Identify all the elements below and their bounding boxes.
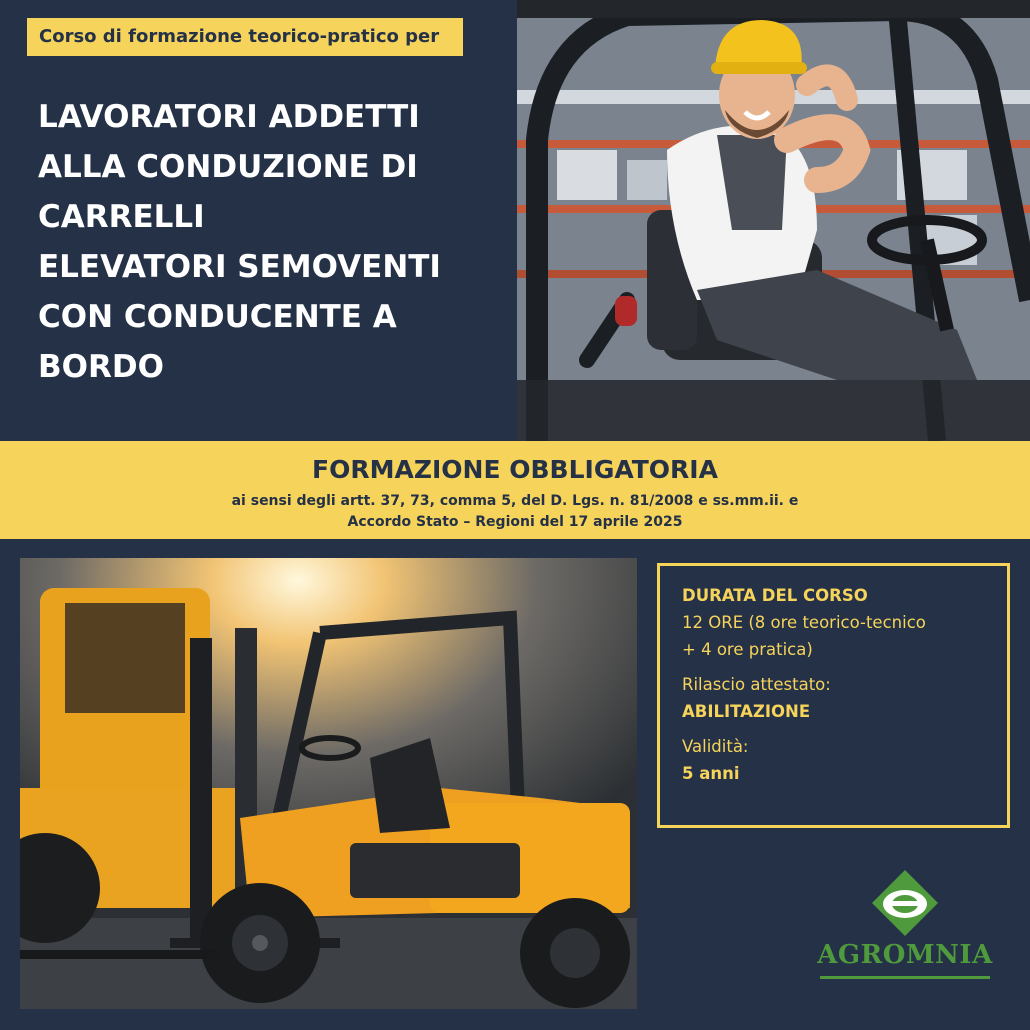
title-line: LAVORATORI ADDETTI: [38, 99, 420, 135]
logo-wordmark: AGROMNIA: [817, 940, 993, 970]
title-line: ALLA CONDUZIONE DI: [38, 149, 418, 185]
legal-reference: [0, 491, 1030, 533]
title-line: CARRELLI: [38, 199, 205, 235]
forklift-illustration: [20, 558, 637, 1009]
agromnia-logo: [816, 868, 994, 988]
title-line: CON CONDUCENTE A: [38, 299, 397, 335]
title-line: BORDO: [38, 349, 164, 385]
worker-illustration: [517, 0, 1030, 441]
course-title: [38, 92, 498, 392]
certificate-label: Rilascio attestato:: [682, 675, 831, 694]
legal-reference-line: ai sensi degli artt. 37, 73, comma 5, del D. Lgs. n. 81/2008 e ss.mm.ii. e: [231, 493, 799, 509]
legal-reference-line: Accordo Stato – Regioni del 17 aprile 2025: [347, 514, 683, 530]
validity-label: Validità:: [682, 737, 749, 756]
certificate-value: ABILITAZIONE: [682, 702, 811, 721]
band-title: FORMAZIONE OBBLIGATORIA: [312, 455, 718, 484]
title-line: ELEVATORI SEMOVENTI: [38, 249, 441, 285]
mandatory-training-band: [0, 441, 1030, 539]
logo-emblem-icon: [816, 868, 994, 940]
duration-label: DURATA DEL CORSO: [682, 586, 868, 605]
validity-value: 5 anni: [682, 764, 740, 783]
duration-value: 12 ORE (8 ore teorico-tecnico: [682, 613, 926, 632]
logo-underline: [820, 976, 990, 979]
duration-value: + 4 ore pratica): [682, 640, 813, 659]
course-type-label: Corso di formazione teorico-pratico per: [27, 18, 463, 56]
course-info-box: [657, 563, 1010, 828]
forklift-photo: [20, 558, 637, 1009]
worker-photo: [517, 0, 1030, 441]
